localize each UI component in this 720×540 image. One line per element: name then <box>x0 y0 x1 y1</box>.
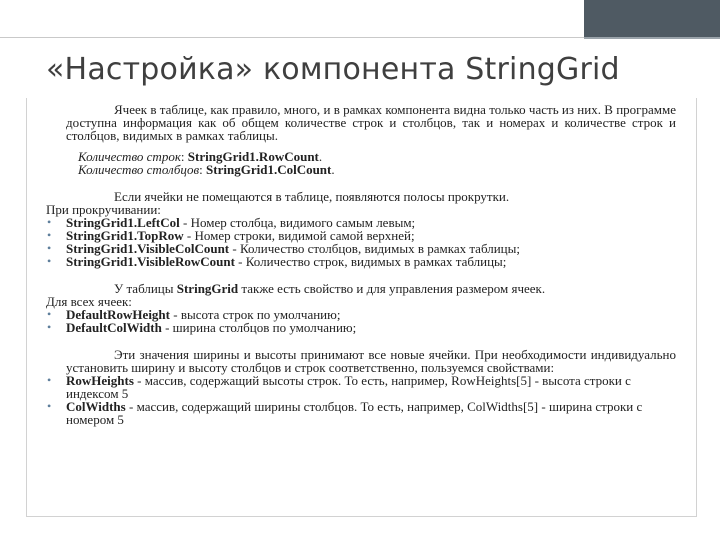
count-line-rows: Количество строк: StringGrid1.RowCount. <box>78 149 323 164</box>
code-colcount: StringGrid1.ColCount <box>206 162 332 177</box>
bullet-icon: • <box>47 254 52 268</box>
header-rule <box>0 37 584 38</box>
size-subheading: Для всех ячеек: <box>46 294 132 309</box>
individual-size-paragraph: Эти значения ширины и высоты принимают все новые ячейки. При необходимости индивидуально установить ширину и высоту столбцов и строк соответственно, пользуемся свойствами: <box>66 347 676 375</box>
default-size-list <box>46 308 676 334</box>
slide-frame-right <box>696 98 697 516</box>
list-item: • StringGrid1.VisibleRowCount - Количество строк, видимых в рамках таблицы; <box>47 254 507 269</box>
header-accent-block <box>584 0 720 37</box>
array-properties-list <box>46 374 676 426</box>
slide-frame-bottom <box>26 516 697 517</box>
count-line-cols: Количество столбцов: StringGrid1.ColCount. <box>78 162 335 177</box>
bullet-icon: • <box>47 320 52 334</box>
list-item: • DefaultRowHeight - высота строк по умолчанию; <box>47 307 341 322</box>
list-item: • StringGrid1.VisibleColCount - Количество столбцов, видимых в рамках таблицы; <box>47 241 520 256</box>
bullet-icon: • <box>47 307 52 321</box>
scroll-properties-list <box>46 216 676 268</box>
code-rowcount: StringGrid1.RowCount <box>187 149 319 164</box>
intro-paragraph: Ячеек в таблице, как правило, много, и в рамках компонента видна только часть из них. В программе доступна информация как об общем количестве строк и столбцов, так и номерах и количестве строк и столбцов, видимых в рамках таблицы. <box>66 102 676 143</box>
list-item: • ColWidths - массив, содержащий ширины столбцов. То есть, например, ColWidths[5] - ширина строки с номером 5 <box>47 399 643 427</box>
scroll-paragraph: Если ячейки не помещаются в таблице, появляются полосы прокрутки. <box>114 189 510 204</box>
counts-block <box>46 150 676 176</box>
bullet-icon: • <box>47 399 52 413</box>
list-item: • RowHeights - массив, содержащий высоты строк. То есть, например, RowHeights[5] - высота строки с индексом 5 <box>47 373 631 401</box>
bullet-icon: • <box>47 373 52 387</box>
size-paragraph: У таблицы StringGrid также есть свойство и для управления размером ячеек. <box>114 281 546 296</box>
slide-body <box>46 103 676 426</box>
scroll-subheading: При прокручивании: <box>46 202 161 217</box>
slide-frame-left <box>26 98 27 516</box>
list-item: • StringGrid1.TopRow - Номер строки, видимой самой верхней; <box>47 228 415 243</box>
bullet-icon: • <box>47 228 52 242</box>
list-item: • DefaultColWidth - ширина столбцов по умолчанию; <box>47 320 357 335</box>
bullet-icon: • <box>47 241 52 255</box>
slide-title: «Настройка» компонента StringGrid <box>46 52 620 87</box>
header-accent-rule <box>584 37 720 39</box>
slide-header-bar <box>0 0 720 48</box>
list-item: • StringGrid1.LeftCol - Номер столбца, видимого самым левым; <box>47 215 416 230</box>
bullet-icon: • <box>47 215 52 229</box>
